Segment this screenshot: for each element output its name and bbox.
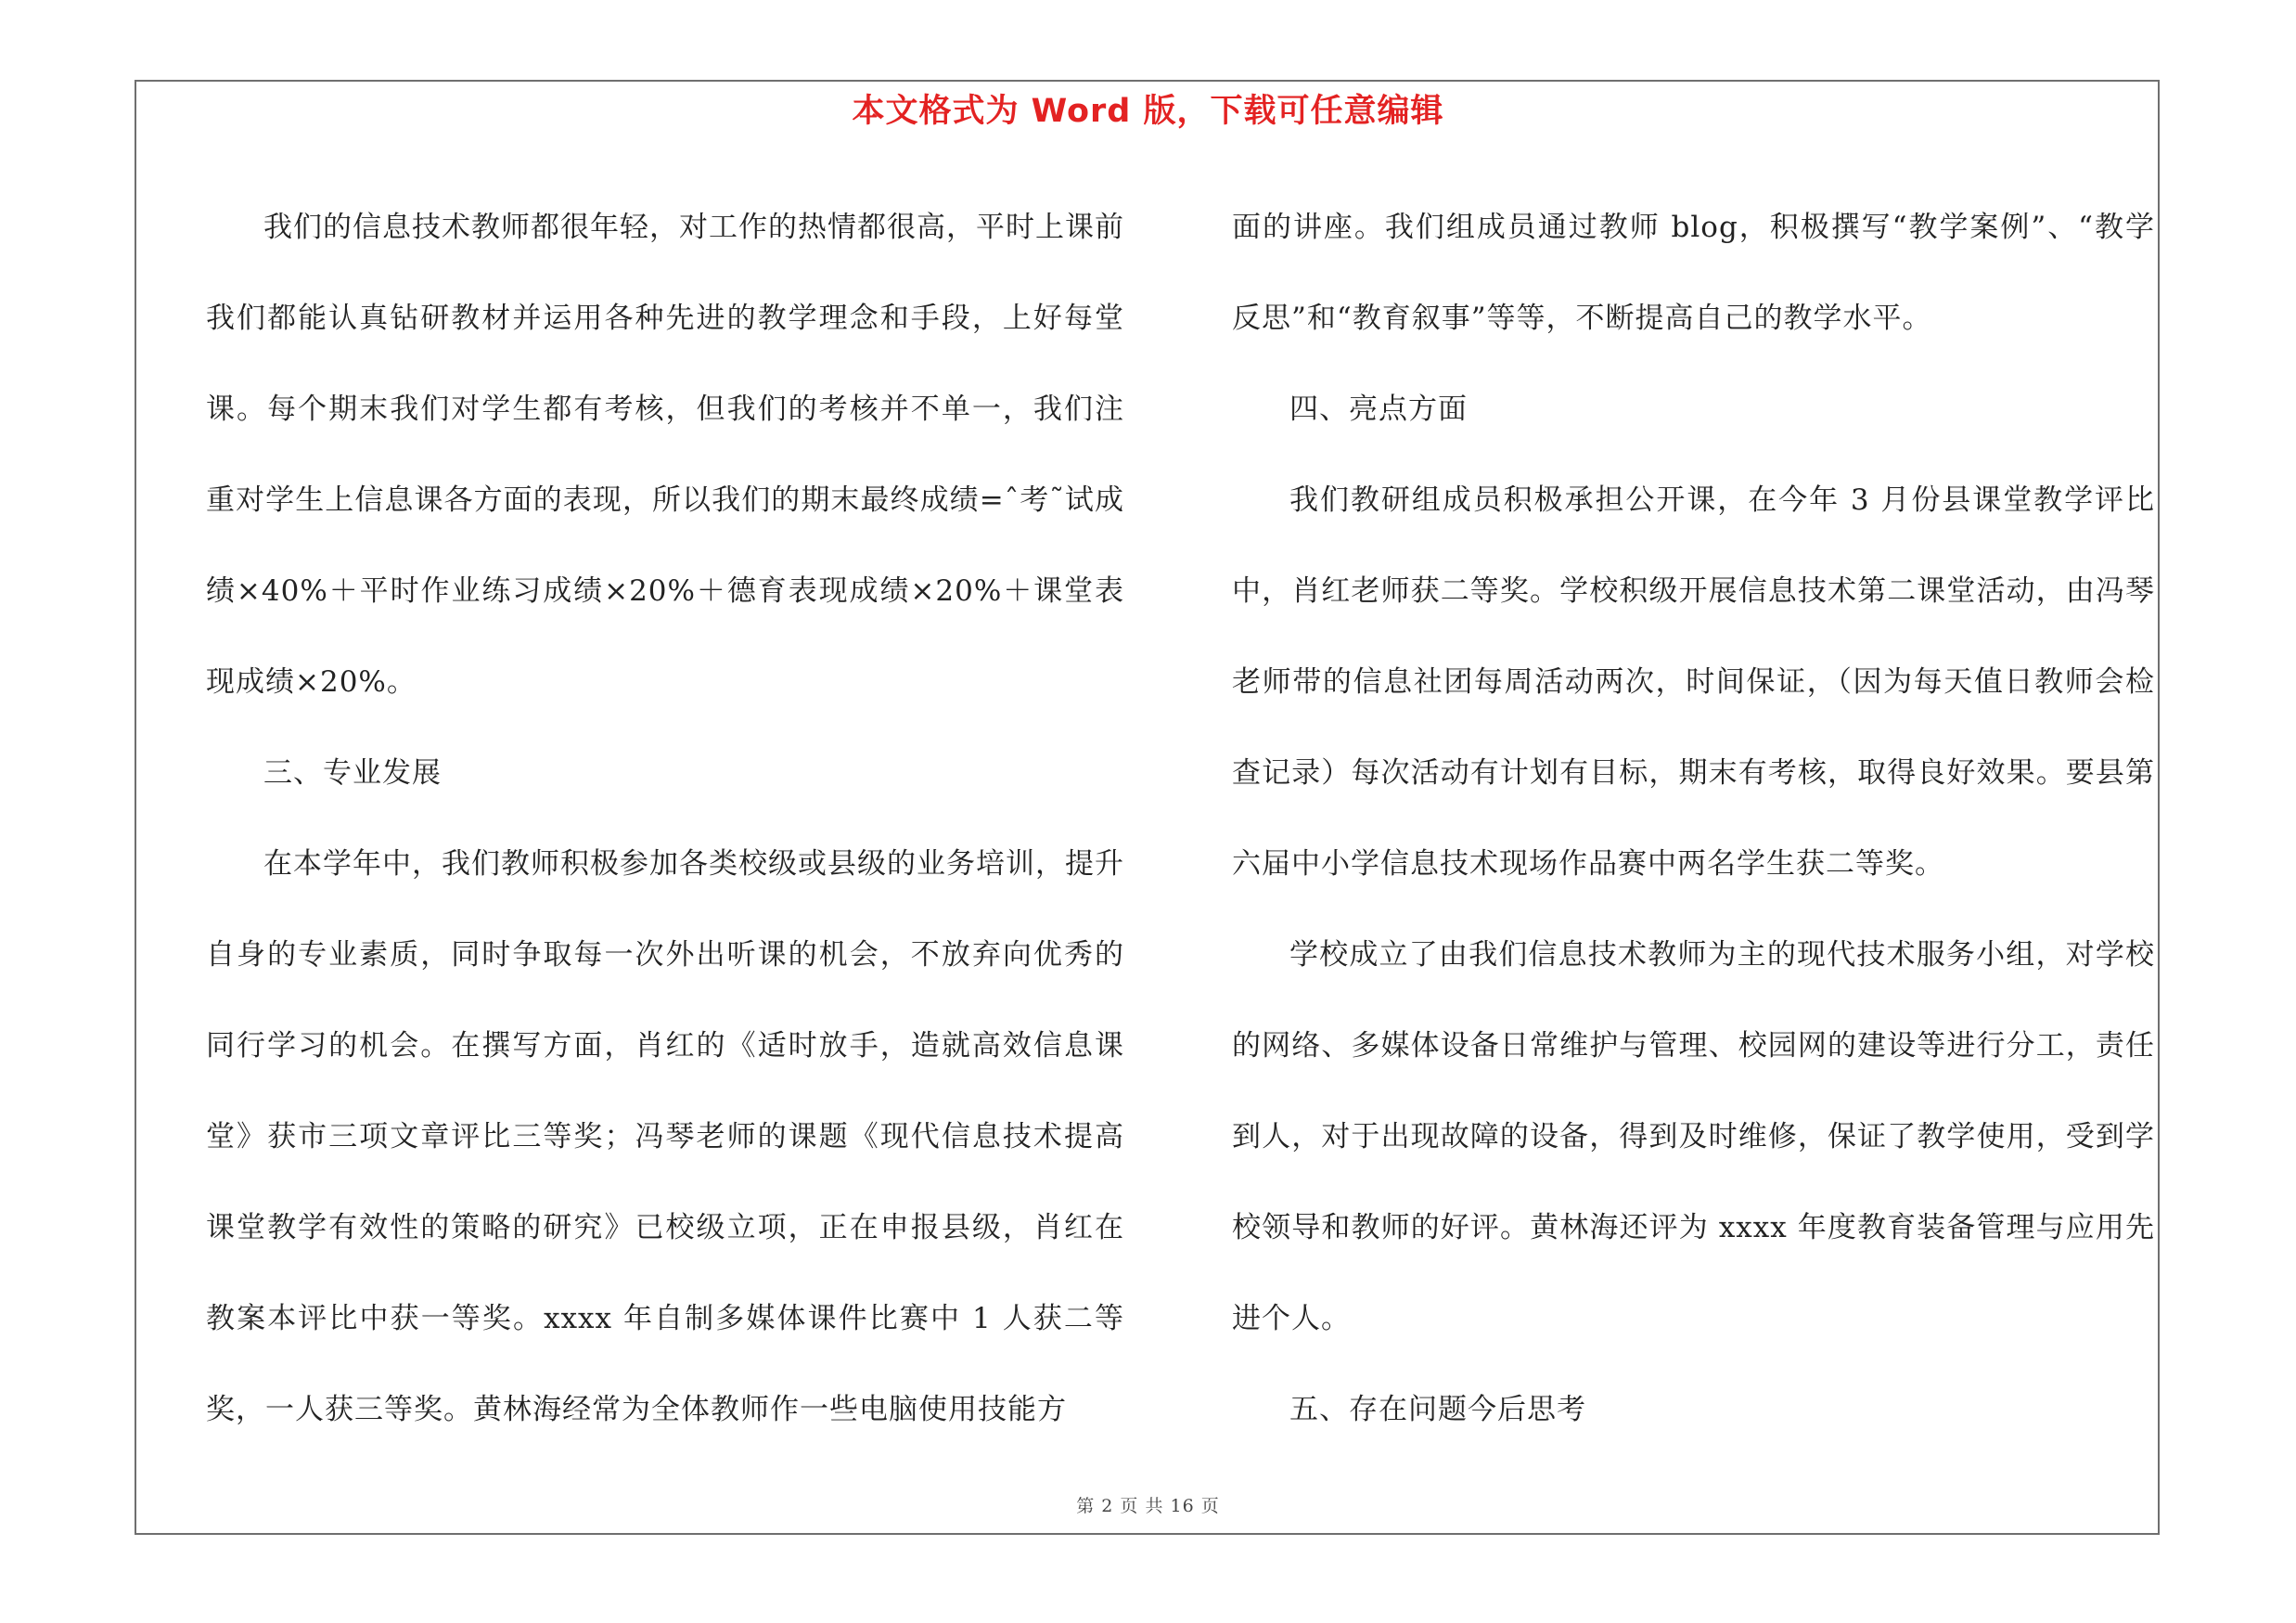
- section-heading-professional-development: 三、专业发展: [263, 756, 442, 790]
- paragraph-professional-development: 在本学年中，我们教师积极参加各类校级或县级的业务培训，提升自身的专业素质，同时争取每一次外出听课的机会，不放弃向优秀的同行学习的机会。在撰写方面，肖红的《适时放手，造就高效信息课堂》获市三项文章评比三等奖；冯琴老师的课题《现代信息技术提高课堂教学有效性的策略的研究》已校级立项，正在申报县级，肖红在教案本评比中获一等奖。xxxx 年自制多媒体课件比赛中 1 人获二等奖，一人获三等奖。黄林海经常为全体教师作一些电脑使用技能方: [206, 847, 1124, 1426]
- left-column: [206, 182, 1124, 1455]
- section-heading-highlights: 四、亮点方面: [1289, 393, 1468, 426]
- paragraph-professional-development-continued: 面的讲座。我们组成员通过教师 blog，积极撰写“教学案例”、“教学反思”和“教育叙事”等等，不断提高自己的教学水平。: [1232, 211, 2155, 335]
- page-number-footer: 第 2 页 共 16 页: [1076, 1496, 1220, 1516]
- word-format-banner: 本文格式为 Word 版，下载可任意编辑: [852, 93, 1444, 130]
- section-heading-problems-reflection: 五、存在问题今后思考: [1289, 1393, 1586, 1426]
- paragraph-highlights: 我们教研组成员积极承担公开课，在今年 3 月份县课堂教学评比中，肖红老师获二等奖。学校积级开展信息技术第二课堂活动，由冯琴老师带的信息社团每周活动两次，时间保证，（因为每天值日教师会检查记录）每次活动有计划有目标，期末有考核，取得良好效果。要县第六届中小学信息技术现场作品赛中两名学生获二等奖。: [1232, 483, 2155, 881]
- right-column: [1232, 182, 2155, 1455]
- paragraph-tech-service-team: 学校成立了由我们信息技术教师为主的现代技术服务小组，对学校的网络、多媒体设备日常维护与管理、校园网的建设等进行分工，责任到人，对于出现故障的设备，得到及时维修，保证了教学使用，受到学校领导和教师的好评。黄林海还评为 xxxx 年度教育装备管理与应用先进个人。: [1232, 938, 2155, 1335]
- paragraph-teaching: 我们的信息技术教师都很年轻，对工作的热情都很高，平时上课前我们都能认真钻研教材并运用各种先进的教学理念和手段，上好每堂课。每个期末我们对学生都有考核，但我们的考核并不单一，我们注重对学生上信息课各方面的表现，所以我们的期末最终成绩=ˆ考˜试成绩×40%＋平时作业练习成绩×20%＋德育表现成绩×20%＋课堂表现成绩×20%。: [206, 211, 1124, 699]
